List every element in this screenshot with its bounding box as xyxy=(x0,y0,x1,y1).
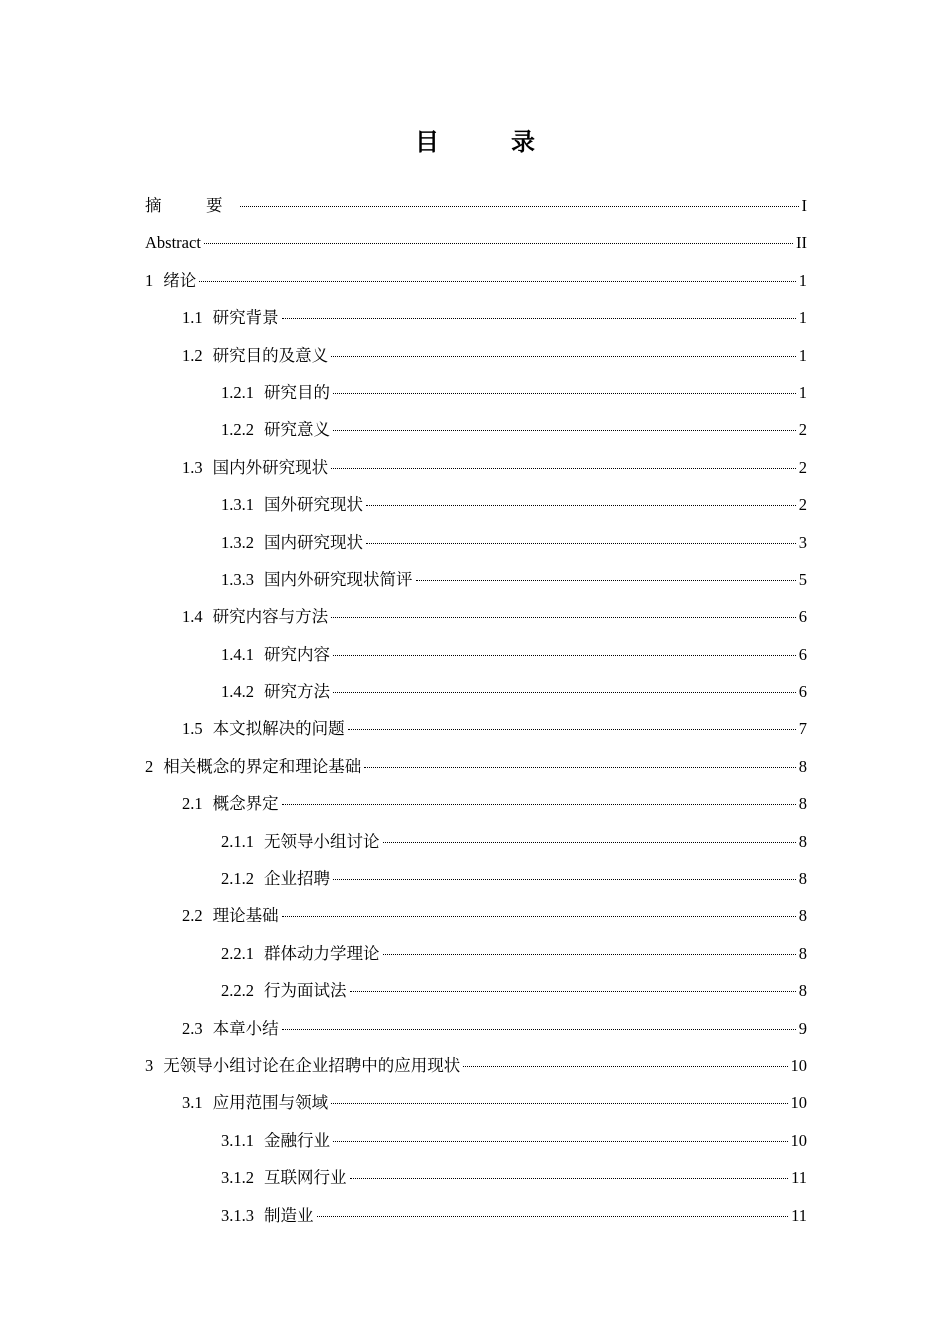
dot-leader xyxy=(416,580,796,581)
toc-entry-page-number: 5 xyxy=(798,569,807,589)
toc-entry[interactable] xyxy=(145,636,807,673)
toc-entry-label: 无领导小组讨论 xyxy=(264,831,380,851)
toc-entry-number: 2.2 xyxy=(182,906,203,926)
toc-entry[interactable] xyxy=(145,785,807,822)
toc-entry[interactable] xyxy=(145,897,807,934)
toc-entry-label: 概念界定 xyxy=(212,794,279,814)
toc-entry-page-number: 6 xyxy=(798,644,807,664)
dot-leader xyxy=(282,1029,796,1030)
toc-entry-page-number: 8 xyxy=(798,794,807,814)
toc-entry-label: 相关概念的界定和理论基础 xyxy=(163,756,362,776)
dot-leader xyxy=(364,767,796,768)
dot-leader xyxy=(383,954,796,955)
toc-entry-number: 1.2.1 xyxy=(221,382,254,402)
dot-leader xyxy=(282,318,796,319)
toc-entry[interactable] xyxy=(145,486,807,523)
toc-entry-number: 1.4.2 xyxy=(221,682,254,702)
toc-entry[interactable] xyxy=(145,337,807,374)
toc-entry-number: 1.3.1 xyxy=(221,495,254,515)
toc-entry-page-number: 7 xyxy=(798,719,807,739)
toc-entry-page-number: 10 xyxy=(790,1130,807,1150)
toc-entry[interactable] xyxy=(145,972,807,1009)
toc-entry-label: 绪论 xyxy=(163,270,197,290)
dot-leader xyxy=(333,655,796,656)
toc-entry[interactable] xyxy=(145,299,807,336)
dot-leader xyxy=(199,281,796,282)
toc-entry[interactable] xyxy=(145,823,807,860)
toc-entry-label: 企业招聘 xyxy=(264,869,330,889)
toc-entry-number: 2.2.1 xyxy=(221,943,254,963)
dot-leader xyxy=(317,1216,789,1217)
table-of-contents xyxy=(145,187,807,1234)
toc-entry-page-number: 1 xyxy=(798,308,807,328)
toc-entry-label: 研究方法 xyxy=(264,682,330,702)
toc-entry-number: 1.4 xyxy=(182,607,203,627)
dot-leader xyxy=(348,729,796,730)
dot-leader xyxy=(333,1141,788,1142)
toc-entry[interactable] xyxy=(145,1122,807,1159)
toc-entry-page-number: 8 xyxy=(798,943,807,963)
dot-leader xyxy=(331,1103,787,1104)
dot-leader xyxy=(331,468,796,469)
toc-entry-number: 3.1.1 xyxy=(221,1130,254,1150)
toc-entry-page-number: 10 xyxy=(790,1093,807,1113)
toc-entry[interactable] xyxy=(145,374,807,411)
toc-entry[interactable] xyxy=(145,935,807,972)
toc-entry-number: 2.1 xyxy=(182,794,203,814)
dot-leader xyxy=(333,393,796,394)
dot-leader xyxy=(282,916,796,917)
toc-entry-label: 研究内容与方法 xyxy=(212,607,329,627)
toc-entry-label: 国内外研究现状简评 xyxy=(264,569,413,589)
toc-entry-number: 1.3.3 xyxy=(221,569,254,589)
toc-entry-label: 本章小结 xyxy=(212,1018,279,1038)
toc-entry-number: 2 xyxy=(145,756,154,776)
toc-entry-label: 金融行业 xyxy=(264,1130,330,1150)
toc-entry-page-number: 6 xyxy=(798,682,807,702)
toc-entry-number: 1.3.2 xyxy=(221,532,254,552)
toc-entry-page-number: 1 xyxy=(798,345,807,365)
toc-entry-page-number: 9 xyxy=(798,1018,807,1038)
toc-entry[interactable] xyxy=(145,224,807,261)
toc-entry-label: 国内研究现状 xyxy=(264,532,363,552)
dot-leader xyxy=(333,879,796,880)
toc-entry-page-number: 3 xyxy=(798,532,807,552)
dot-leader xyxy=(204,243,793,244)
toc-entry-page-number: 8 xyxy=(798,906,807,926)
toc-entry[interactable] xyxy=(145,411,807,448)
toc-entry-number: 1.2.2 xyxy=(221,420,254,440)
toc-entry-number: 2.3 xyxy=(182,1018,203,1038)
toc-entry-page-number: 11 xyxy=(791,1205,807,1225)
toc-entry-label: 本文拟解决的问题 xyxy=(212,719,345,739)
toc-entry-label: 理论基础 xyxy=(212,906,279,926)
dot-leader xyxy=(463,1066,787,1067)
toc-entry-label: 互联网行业 xyxy=(264,1168,347,1188)
toc-entry-label: 制造业 xyxy=(264,1205,314,1225)
toc-entry-page-number: 11 xyxy=(791,1168,807,1188)
dot-leader xyxy=(366,543,796,544)
toc-entry-number: 2.2.2 xyxy=(221,981,254,1001)
toc-entry-number: 1.4.1 xyxy=(221,644,254,664)
toc-entry-page-number: 6 xyxy=(798,607,807,627)
toc-entry-number: 1.1 xyxy=(182,308,203,328)
toc-entry-label: 研究目的及意义 xyxy=(212,345,329,365)
toc-entry[interactable] xyxy=(145,1047,807,1084)
toc-entry-number: 1.5 xyxy=(182,719,203,739)
toc-entry-label: 研究意义 xyxy=(264,420,330,440)
dot-leader xyxy=(383,842,796,843)
page-title: 目 录 xyxy=(415,127,559,156)
toc-entry-label: 研究目的 xyxy=(264,382,330,402)
toc-entry-page-number: 1 xyxy=(798,382,807,402)
dot-leader xyxy=(240,206,799,207)
dot-leader xyxy=(350,991,796,992)
toc-entry-page-number: 8 xyxy=(798,831,807,851)
toc-entry-label: 无领导小组讨论在企业招聘中的应用现状 xyxy=(163,1055,461,1075)
toc-entry-label: 群体动力学理论 xyxy=(264,943,380,963)
toc-entry[interactable] xyxy=(145,1010,807,1047)
dot-leader xyxy=(282,804,796,805)
toc-entry[interactable] xyxy=(145,262,807,299)
toc-entry-label: 行为面试法 xyxy=(264,981,347,1001)
dot-leader xyxy=(331,617,796,618)
toc-entry-page-number: 8 xyxy=(798,869,807,889)
dot-leader xyxy=(333,692,796,693)
toc-entry[interactable] xyxy=(145,187,807,224)
toc-entry[interactable] xyxy=(145,598,807,635)
toc-entry-page-number: 10 xyxy=(790,1055,807,1075)
toc-entry-page-number: I xyxy=(801,196,807,215)
toc-entry-label: 研究背景 xyxy=(212,308,279,328)
toc-entry-page-number: II xyxy=(796,233,807,253)
toc-entry-number: 3.1 xyxy=(182,1093,203,1113)
toc-entry-number: 3 xyxy=(145,1055,154,1075)
toc-entry-label: 摘 要 xyxy=(145,196,237,215)
toc-entry[interactable] xyxy=(145,524,807,561)
toc-entry-label: 研究内容 xyxy=(264,644,330,664)
toc-entry-number: 1 xyxy=(145,270,154,290)
toc-entry-number: 1.3 xyxy=(182,457,203,477)
dot-leader xyxy=(350,1178,789,1179)
toc-entry-number: 1.2 xyxy=(182,345,203,365)
toc-entry[interactable] xyxy=(145,449,807,486)
toc-entry-label: 国外研究现状 xyxy=(264,495,363,515)
toc-entry[interactable] xyxy=(145,1197,807,1234)
toc-entry[interactable] xyxy=(145,710,807,747)
toc-entry-label: 国内外研究现状 xyxy=(212,457,329,477)
toc-entry[interactable] xyxy=(145,748,807,785)
dot-leader xyxy=(331,356,796,357)
toc-entry-page-number: 1 xyxy=(798,270,807,290)
toc-entry-page-number: 8 xyxy=(798,981,807,1001)
toc-entry-number: 3.1.2 xyxy=(221,1168,254,1188)
toc-entry-page-number: 2 xyxy=(798,420,807,440)
dot-leader xyxy=(333,430,796,431)
toc-entry-label: 应用范围与领域 xyxy=(212,1093,329,1113)
toc-entry-page-number: 2 xyxy=(798,457,807,477)
toc-entry-number: 3.1.3 xyxy=(221,1205,254,1225)
toc-entry[interactable] xyxy=(145,561,807,598)
dot-leader xyxy=(366,505,796,506)
toc-entry[interactable] xyxy=(145,860,807,897)
toc-entry-page-number: 2 xyxy=(798,495,807,515)
toc-entry[interactable] xyxy=(145,1084,807,1121)
toc-entry-number: 2.1.1 xyxy=(221,831,254,851)
toc-entry-page-number: 8 xyxy=(798,756,807,776)
toc-entry-label: Abstract xyxy=(145,233,201,253)
toc-entry[interactable] xyxy=(145,673,807,710)
toc-entry[interactable] xyxy=(145,1159,807,1196)
toc-entry-number: 2.1.2 xyxy=(221,869,254,889)
